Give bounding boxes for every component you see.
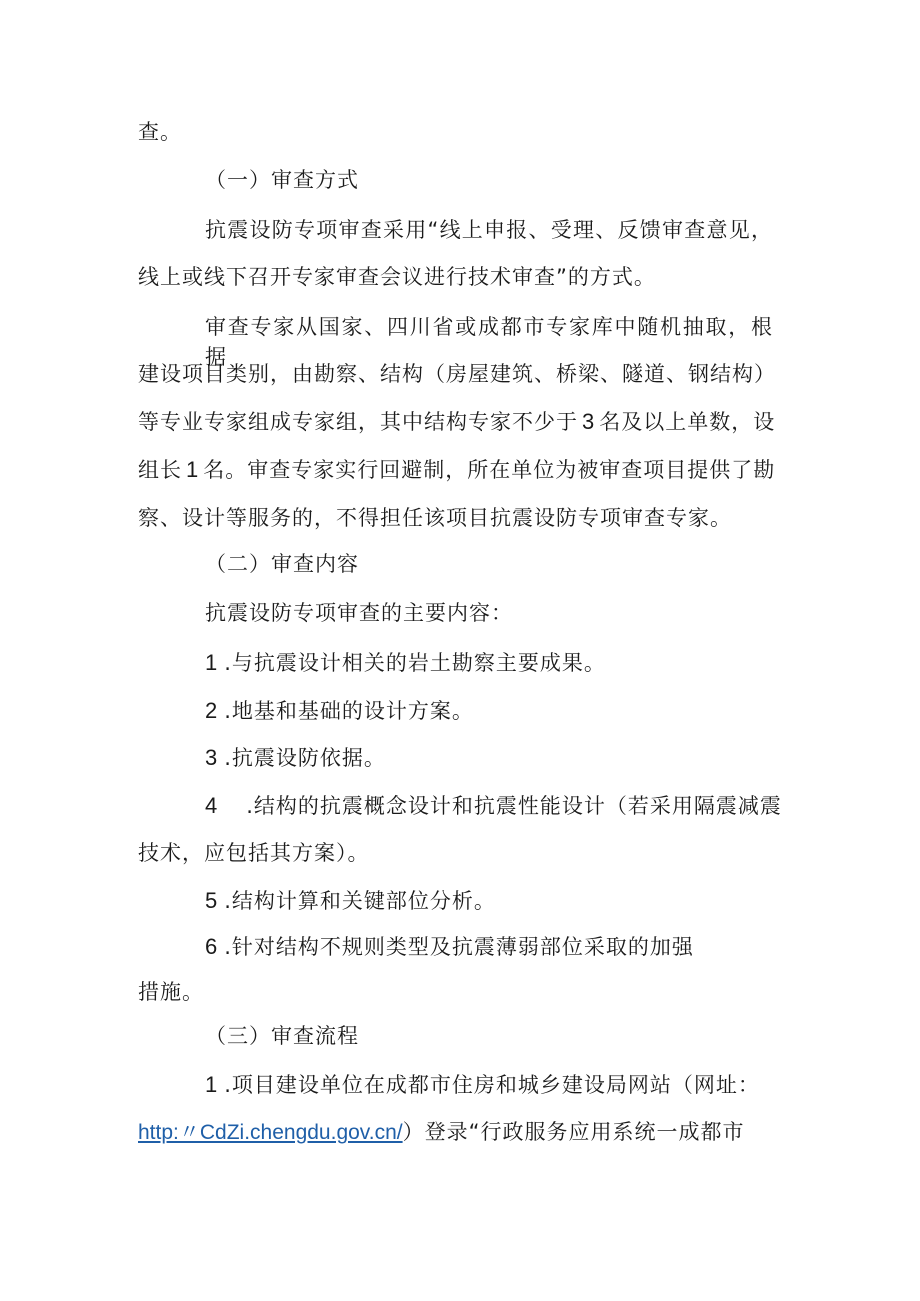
paragraph-line bbox=[138, 455, 775, 485]
website-link[interactable]: http:〃CdZi.chengdu.gov.cn/ bbox=[138, 1121, 403, 1144]
number: 3 bbox=[582, 409, 596, 434]
list-item bbox=[205, 696, 474, 726]
paragraph-line bbox=[138, 407, 775, 437]
list-text: .项目建设单位在成都市住房和城乡建设局网站（网址： bbox=[224, 1073, 760, 1097]
list-text: .地基和基础的设计方案。 bbox=[224, 699, 474, 723]
section-heading-1: （一）审查方式 bbox=[205, 168, 359, 192]
number: 1 bbox=[186, 457, 200, 482]
list-number: 2 bbox=[205, 698, 219, 723]
list-number: 6 bbox=[205, 934, 219, 959]
list-item bbox=[205, 932, 694, 962]
list-item bbox=[205, 791, 782, 821]
paragraph-line: 线上或线下召开专家审查会议进行技术审查”的方式。 bbox=[138, 265, 656, 289]
paragraph-line: 抗震设防专项审查采用“线上申报、受理、反馈审查意见， bbox=[205, 218, 773, 242]
paragraph-continuation: 查。 bbox=[138, 120, 182, 144]
list-number: 1 bbox=[205, 650, 219, 675]
list-text: .抗震设防依据。 bbox=[224, 746, 386, 770]
paragraph-text: ）登录“行政服务应用系统一成都市 bbox=[402, 1120, 745, 1144]
list-number: 5 bbox=[205, 888, 219, 913]
list-item bbox=[205, 743, 386, 773]
list-text: .针对结构不规则类型及抗震薄弱部位采取的加强 bbox=[224, 935, 694, 959]
list-text: .结构的抗震概念设计和抗震性能设计（若采用隔震减震 bbox=[246, 794, 782, 818]
paragraph-text: 组长 bbox=[138, 458, 182, 482]
paragraph-line: 审查专家从国家、四川省或成都市专家库中随机抽取，根据 bbox=[205, 315, 773, 369]
list-item-continuation: 措施。 bbox=[138, 980, 204, 1004]
paragraph-line bbox=[138, 1117, 744, 1148]
list-item-continuation: 技术，应包括其方案）。 bbox=[138, 841, 370, 865]
paragraph-line: 建设项目类别，由勘察、结构（房屋建筑、桥梁、隧道、钢结构） bbox=[138, 362, 776, 386]
list-number: 1 bbox=[205, 1072, 219, 1097]
list-number: 3 bbox=[205, 745, 219, 770]
paragraph-line: 察、设计等服务的，不得担任该项目抗震设防专项审查专家。 bbox=[138, 506, 732, 530]
list-text: .与抗震设计相关的岩土勘察主要成果。 bbox=[224, 651, 606, 675]
section-heading-3: （三）审查流程 bbox=[205, 1024, 359, 1048]
paragraph-text: 等专业专家组成专家组，其中结构专家不少于 bbox=[138, 410, 578, 434]
paragraph-text: 名。审查专家实行回避制，所在单位为被审查项目提供了勘 bbox=[203, 458, 776, 482]
section-heading-2: （二）审查内容 bbox=[205, 552, 359, 576]
paragraph-text: 名及以上单数，设 bbox=[599, 410, 776, 434]
list-item bbox=[205, 1070, 760, 1100]
list-text: .结构计算和关键部位分析。 bbox=[224, 889, 496, 913]
list-item bbox=[205, 886, 496, 916]
list-item bbox=[205, 648, 606, 678]
paragraph-line: 抗震设防专项审查的主要内容： bbox=[205, 601, 513, 625]
list-number: 4 bbox=[205, 793, 219, 818]
